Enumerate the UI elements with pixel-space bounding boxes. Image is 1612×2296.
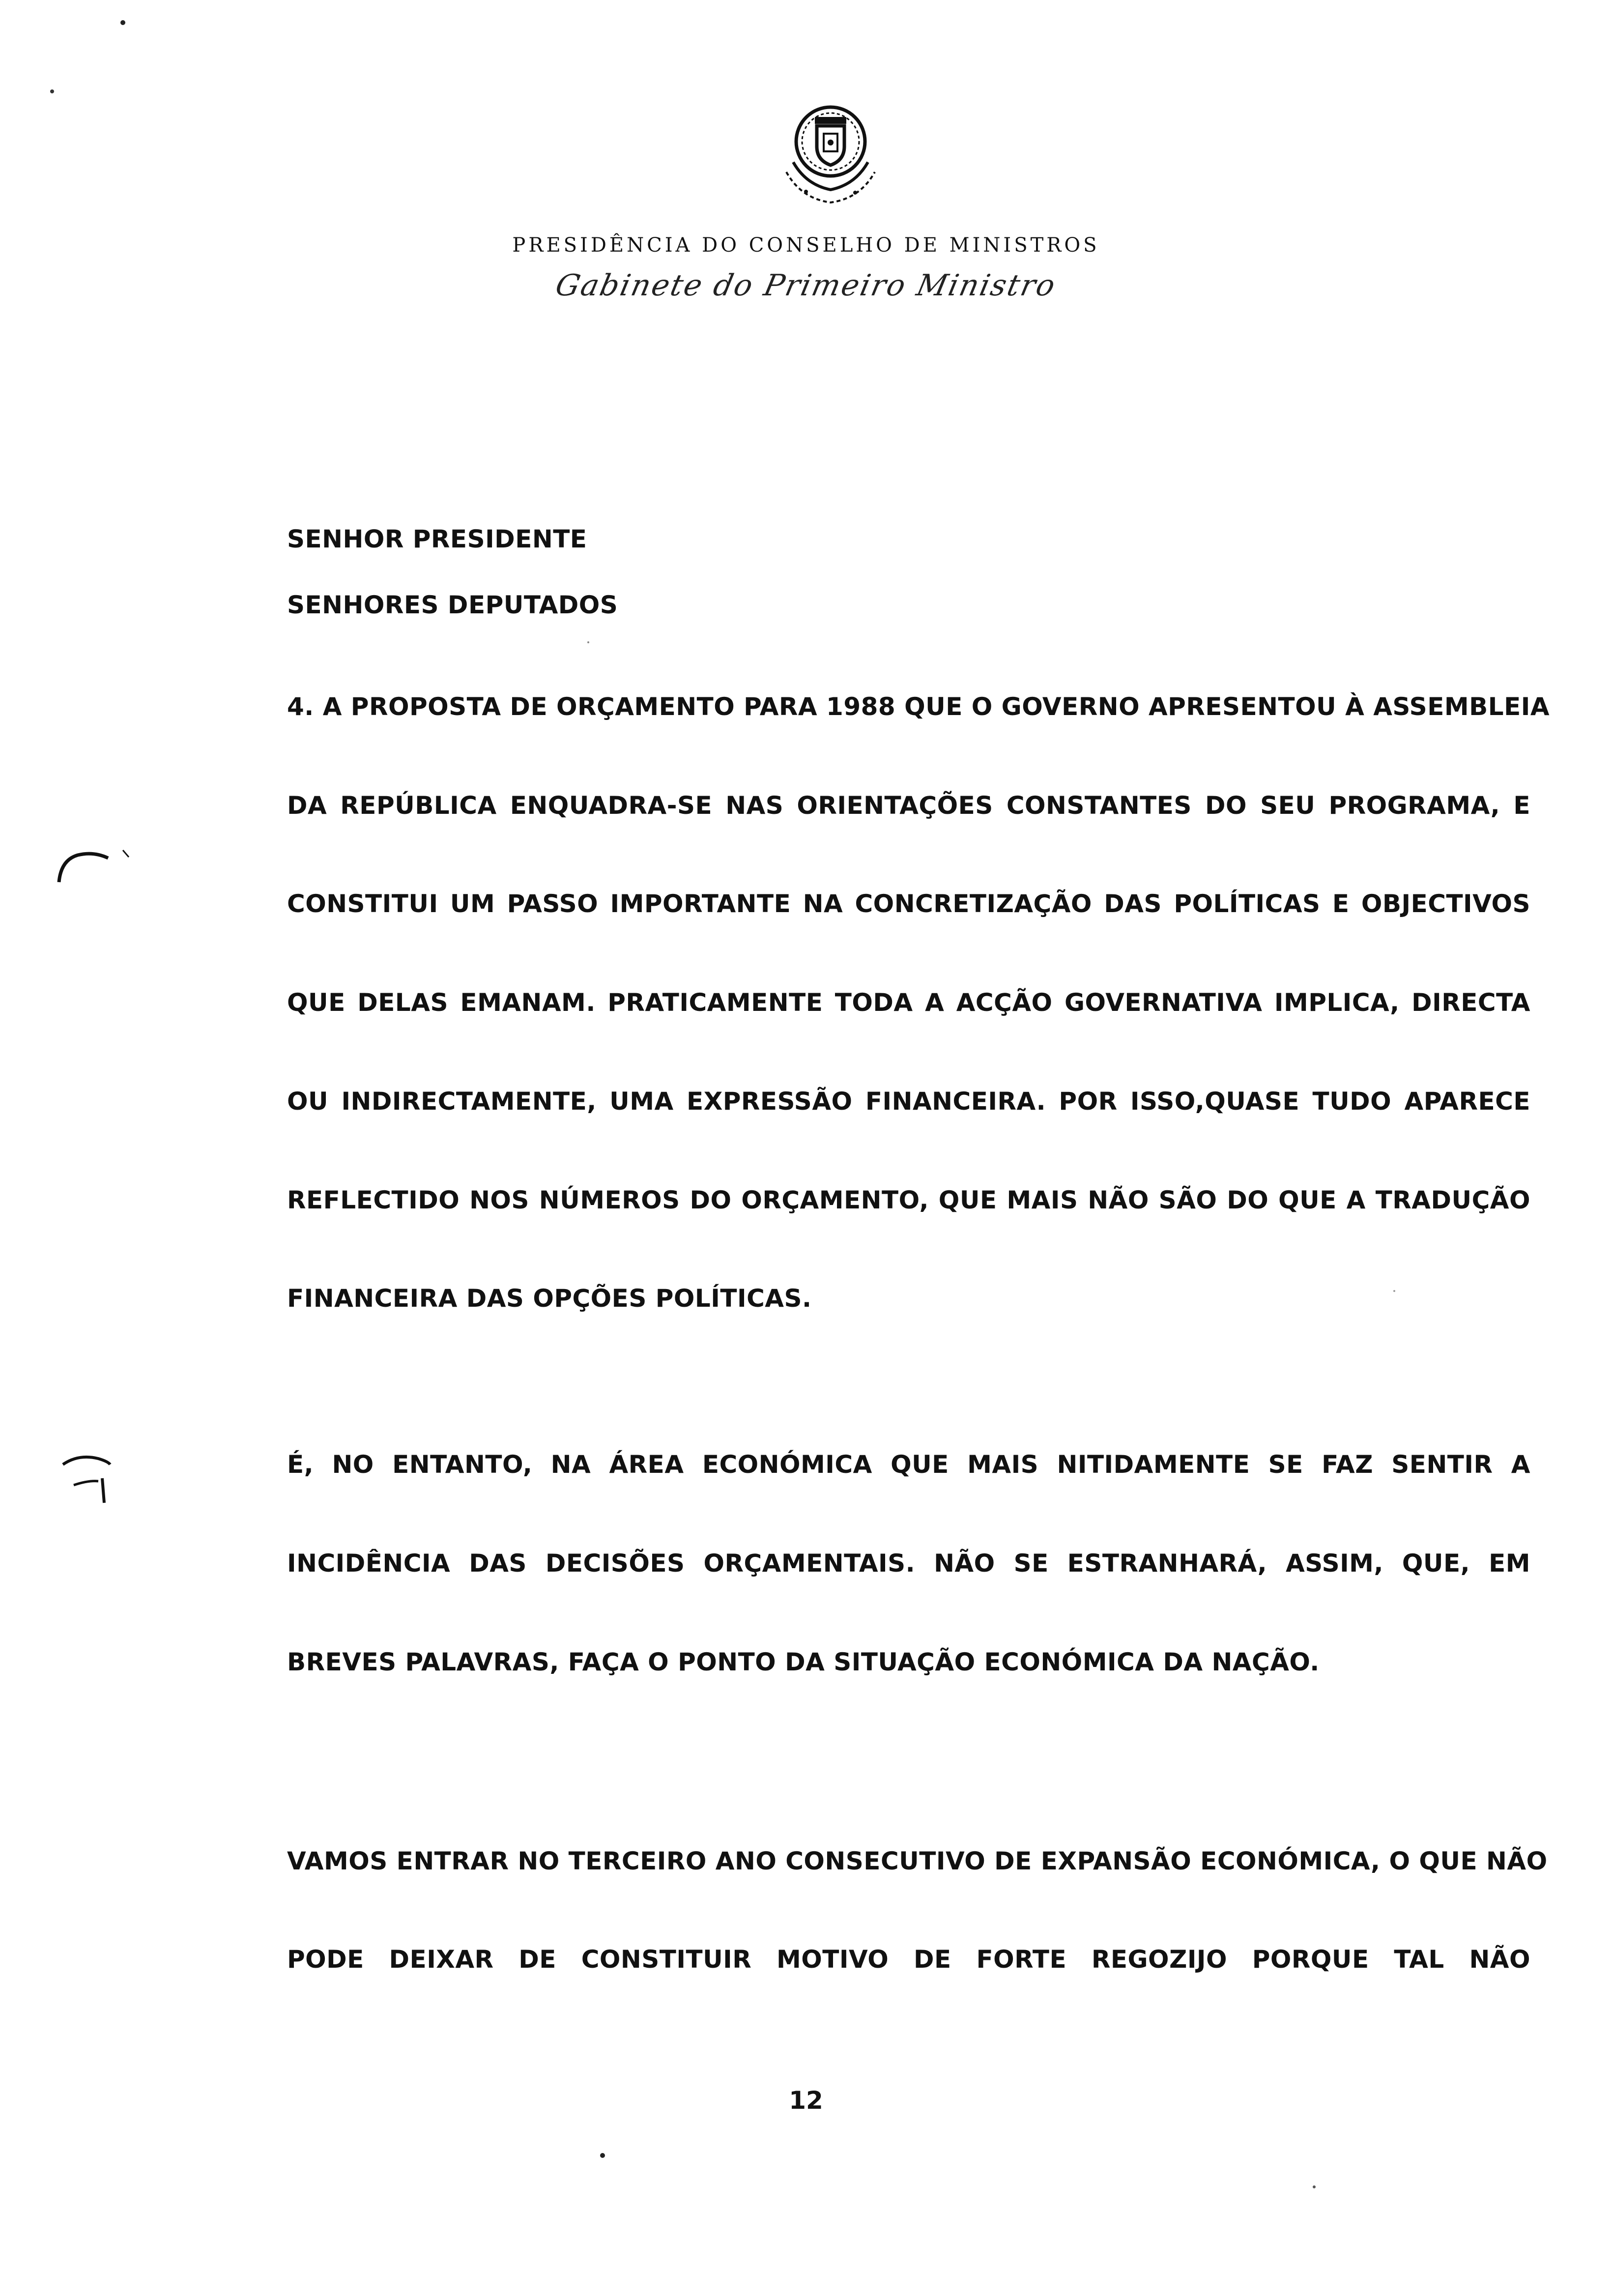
- paragraph-line: INCIDÊNCIA DAS DECISÕES ORÇAMENTAIS. NÃO SE ESTRANHARÁ, ASSIM, QUE, EM: [287, 1549, 1530, 1578]
- scan-mark: [118, 18, 128, 28]
- paragraph-line: CONSTITUI UM PASSO IMPORTANTE NA CONCRETIZAÇÃO DAS POLÍTICAS E OBJECTIVOS: [287, 890, 1530, 918]
- page-number: 12: [789, 2086, 823, 2115]
- scan-mark: [598, 2151, 607, 2160]
- paragraph-line: 4. A PROPOSTA DE ORÇAMENTO PARA 1988 QUE O GOVERNO APRESENTOU À ASSEMBLEIA: [287, 692, 1550, 721]
- coat-of-arms-icon: [772, 88, 890, 211]
- paragraph-line: DA REPÚBLICA ENQUADRA-SE NAS ORIENTAÇÕES CONSTANTES DO SEU PROGRAMA, E: [287, 791, 1530, 820]
- scan-mark: [1391, 1288, 1398, 1294]
- office-heading: PRESIDÊNCIA DO CONSELHO DE MINISTROS: [512, 234, 1100, 257]
- salutation-line: SENHORES DEPUTADOS: [287, 591, 618, 619]
- paragraph-line: FINANCEIRA DAS OPÇÕES POLÍTICAS.: [287, 1284, 812, 1313]
- paragraph-line: QUE DELAS EMANAM. PRATICAMENTE TODA A ACÇÃO GOVERNATIVA IMPLICA, DIRECTA: [287, 988, 1530, 1017]
- paragraph-line: OU INDIRECTAMENTE, UMA EXPRESSÃO FINANCEIRA. POR ISSO,QUASE TUDO APARECE: [287, 1087, 1530, 1116]
- paragraph-line: PODE DEIXAR DE CONSTITUIR MOTIVO DE FORTE REGOZIJO PORQUE TAL NÃO: [287, 1945, 1530, 1974]
- paragraph-line: É, NO ENTANTO, NA ÁREA ECONÓMICA QUE MAIS NITIDAMENTE SE FAZ SENTIR A: [287, 1450, 1530, 1479]
- scan-mark: [59, 1450, 128, 1509]
- paragraph-line: BREVES PALAVRAS, FAÇA O PONTO DA SITUAÇÃO ECONÓMICA DA NAÇÃO.: [287, 1648, 1320, 1676]
- scan-mark: [1309, 2182, 1319, 2192]
- scan-mark: [49, 840, 138, 885]
- cabinet-subheading: Gabinete do Primeiro Ministro: [552, 268, 1060, 303]
- salutation-line: SENHOR PRESIDENTE: [287, 525, 587, 553]
- paragraph-line: REFLECTIDO NOS NÚMEROS DO ORÇAMENTO, QUE MAIS NÃO SÃO DO QUE A TRADUÇÃO: [287, 1186, 1530, 1214]
- scan-mark: [585, 639, 592, 646]
- scan-mark: [47, 86, 57, 96]
- paragraph-line: VAMOS ENTRAR NO TERCEIRO ANO CONSECUTIVO DE EXPANSÃO ECONÓMICA, O QUE NÃO: [287, 1847, 1548, 1875]
